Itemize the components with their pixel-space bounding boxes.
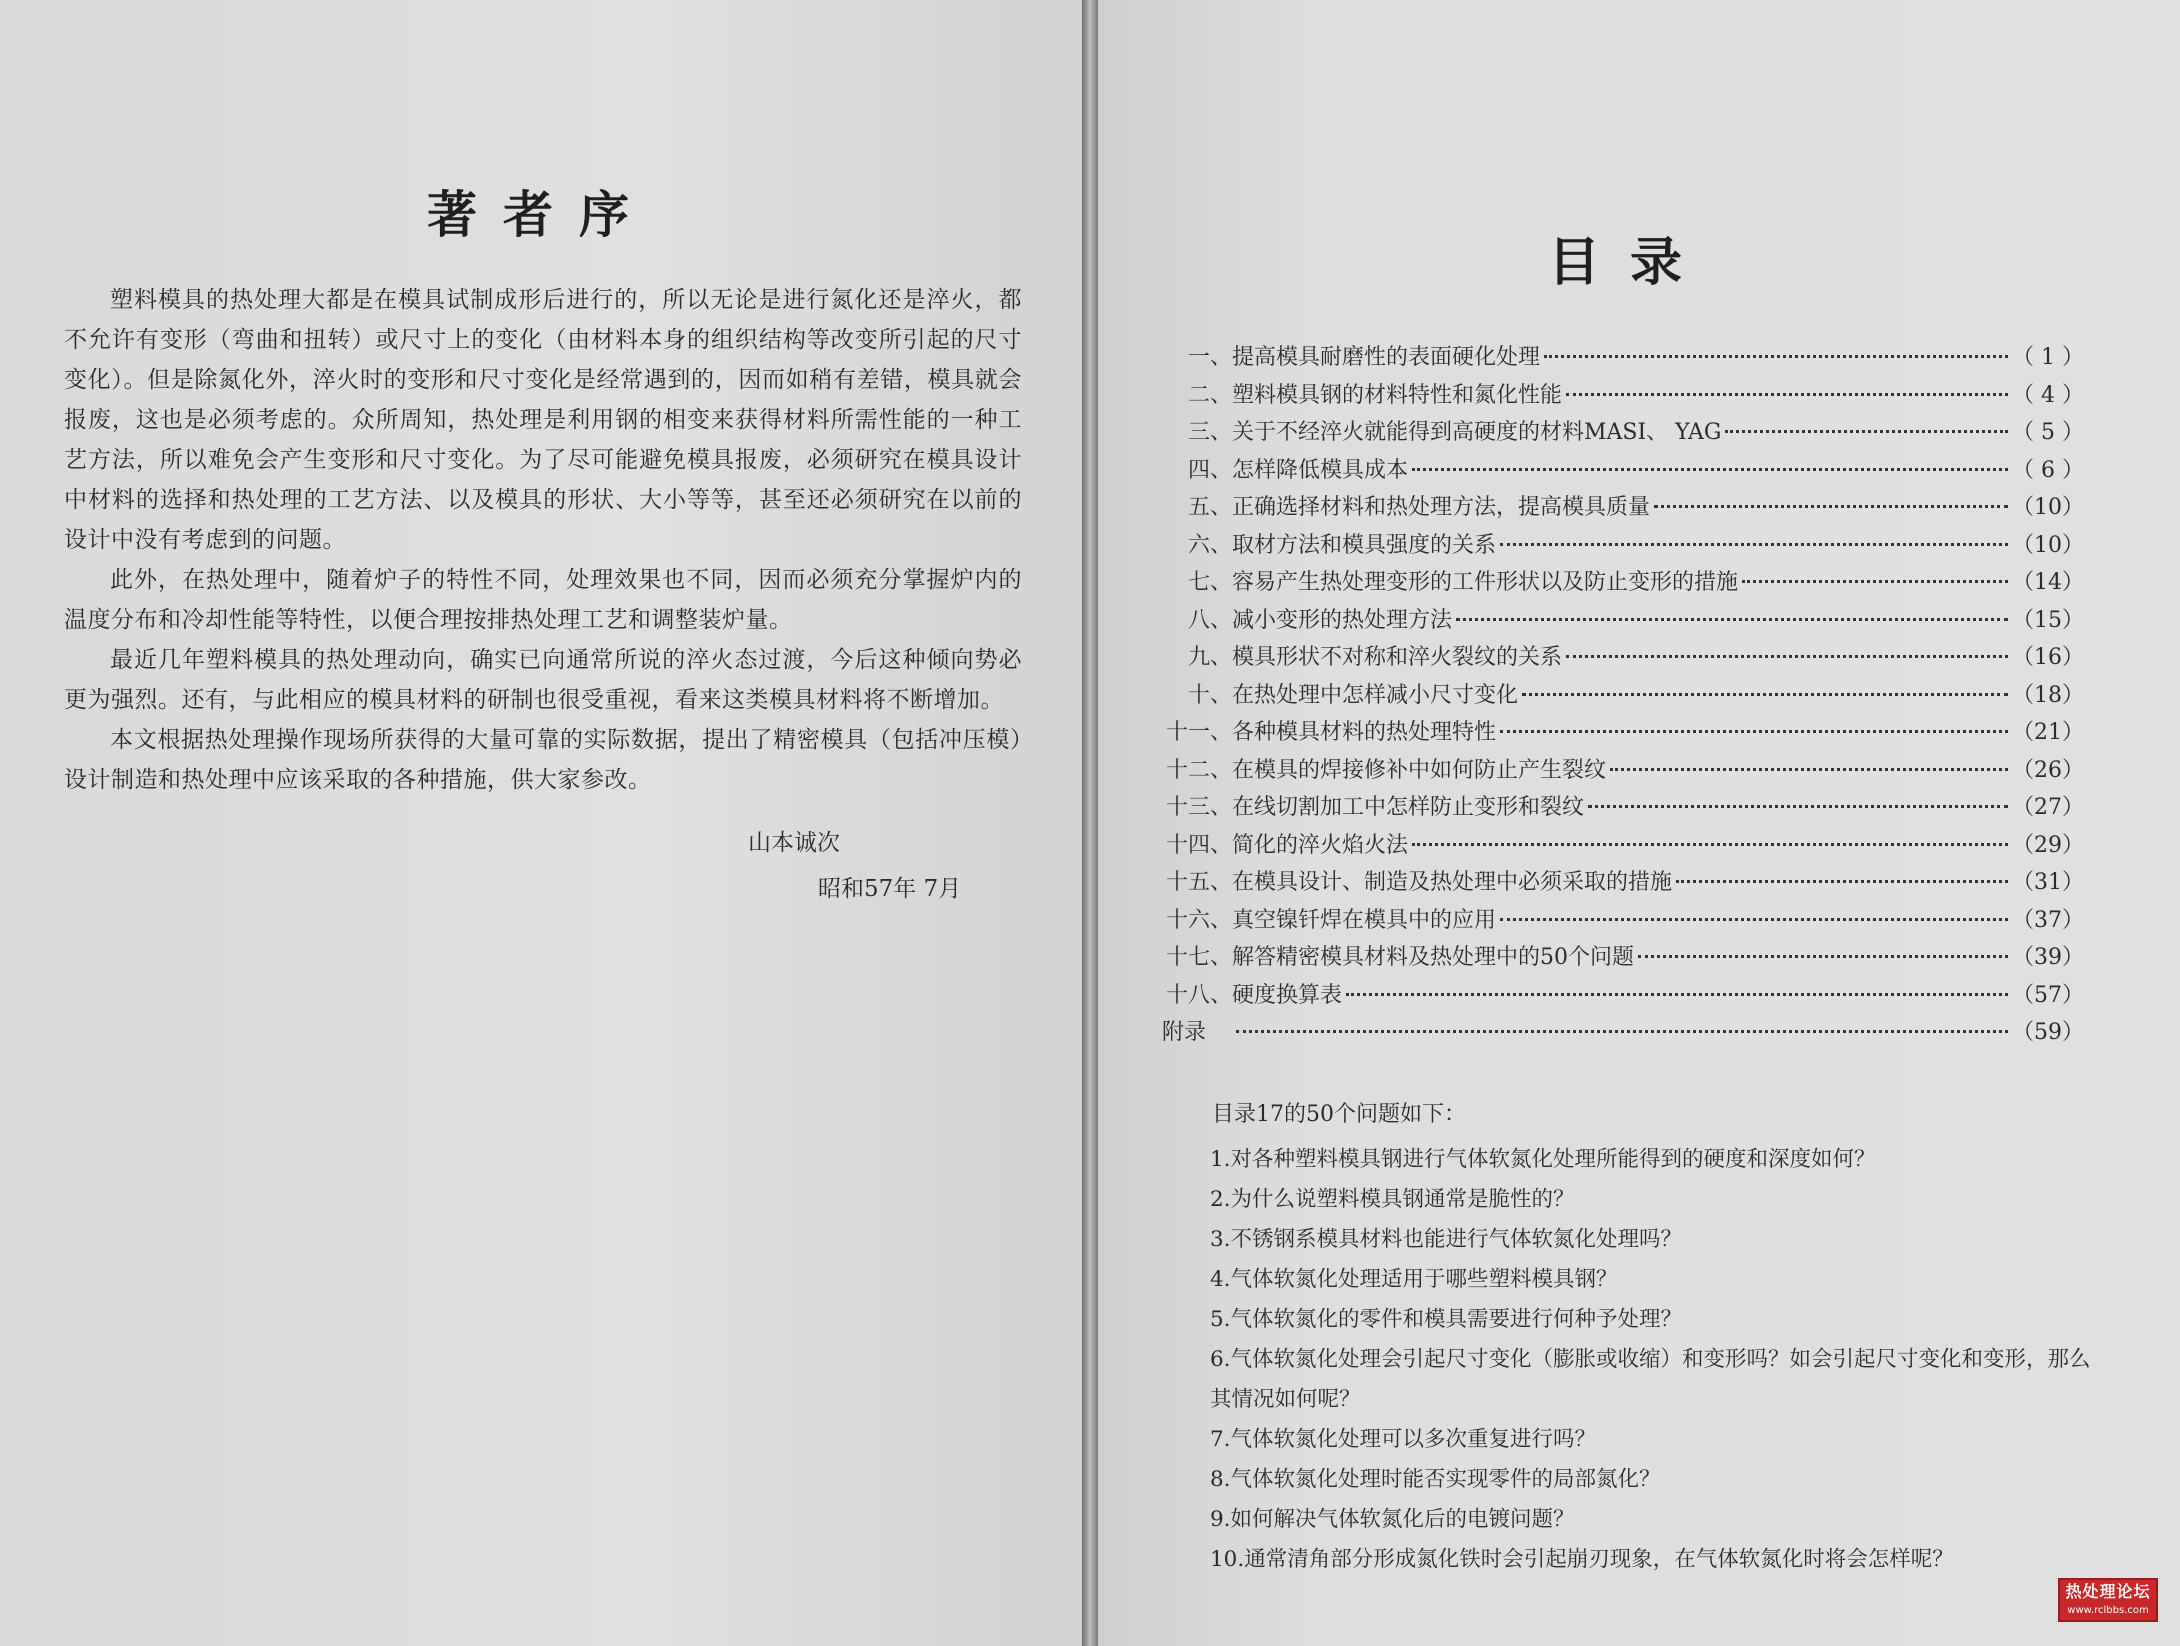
toc-item[interactable]: [1162, 715, 2082, 753]
toc-leader-dots: [1500, 730, 2008, 733]
toc-number: 十一、: [1165, 720, 1232, 745]
questions-list: [1162, 1140, 2112, 1580]
toc-entry-title: 容易产生热处理变形的工件形状以及防止变形的措施: [1232, 570, 1739, 595]
question-item: 5.气体软氮化的零件和模具需要进行何种予处理？: [1210, 1307, 1683, 1332]
toc-page-number: （26）: [2012, 757, 2084, 783]
question-item: 10.通常清角部分形成氮化铁时会引起崩刃现象，在气体软氮化时将会怎样呢？: [1210, 1547, 1954, 1572]
question-item: [1162, 1340, 2112, 1420]
toc-leader-dots: [1236, 1030, 2008, 1033]
toc-leader-dots: [1544, 355, 2008, 358]
preface-paragraph: 塑料模具的热处理大都是在模具试制成形后进行的，所以无论是进行氮化还是淬火，都不允许有变形（弯曲和扭转）或尺寸上的变化（由材料本身的组织结构等改变所引起的尺寸变化）。但是除氮化外，淬火时的变形和尺寸变化是经常遇到的，因而如稍有差错，模具就会报废，这也是必须考虑的。众所周知，热处理是利用钢的相变来获得材料所需性能的一种工艺方法，所以难免会产生变形和尺寸变化。为了尽可能避免模具报废，必须研究在模具设计中材料的选择和热处理的工艺方法、以及模具的形状、大小等等，甚至还必须研究在以前的设计中没有考虑到的问题。: [64, 287, 1022, 553]
toc-entry-title: 各种模具材料的热处理特性: [1232, 720, 1497, 745]
toc-title: 目录: [1548, 232, 1713, 293]
toc-number: 八、: [1187, 607, 1232, 633]
left-page: [0, 0, 1082, 1646]
preface-paragraph: 此外，在热处理中，随着炉子的特性不同，处理效果也不同，因而必须充分掌握炉内的温度分布和冷却性能等特性，以便合理按排热处理工艺和调整装炉量。: [64, 567, 1022, 633]
question-item: 3.不锈钢系模具材料也能进行气体软氮化处理吗？: [1210, 1227, 1683, 1252]
toc-number: 六、: [1187, 532, 1232, 558]
toc-number: 附录: [1162, 1020, 1207, 1045]
question-item: 7.气体软氮化处理可以多次重复进行吗？: [1210, 1427, 1597, 1452]
toc-item[interactable]: [1162, 565, 2082, 603]
question-item: 8.气体软氮化处理时能否实现零件的局部氮化？: [1210, 1467, 1661, 1492]
toc-entry-title: 解答精密模具材料及热处理中的50个问题: [1232, 945, 1634, 970]
toc-leader-dots: [1412, 843, 2008, 846]
toc-entry-title: 怎样降低模具成本: [1232, 457, 1409, 483]
toc-leader-dots: [1638, 955, 2008, 958]
toc-page-number: （27）: [2012, 795, 2084, 820]
toc-leader-dots: [1610, 768, 2008, 771]
toc-item[interactable]: [1162, 940, 2082, 978]
toc-number: 十三、: [1165, 795, 1232, 820]
toc-entry-title: 模具形状不对称和淬火裂纹的关系: [1232, 645, 1563, 670]
toc-leader-dots: [1725, 430, 2008, 433]
question-item: 9.如何解决气体软氮化后的电镀问题？: [1210, 1507, 1575, 1532]
toc-page-number: （10）: [2012, 495, 2084, 520]
toc-leader-dots: [1566, 655, 2008, 658]
toc-page-number: （39）: [2012, 945, 2084, 970]
preface-author: 山本诚次: [748, 830, 840, 856]
toc-leader-dots: [1500, 543, 2008, 546]
toc-leader-dots: [1654, 505, 2008, 508]
questions-heading: 目录17的50个问题如下：: [1212, 1102, 1466, 1127]
toc-item[interactable]: [1162, 453, 2082, 491]
toc-number: 四、: [1187, 457, 1232, 483]
toc-page-number: （57）: [2012, 982, 2084, 1008]
toc-number: 十四、: [1165, 832, 1232, 858]
toc-page-number: （14）: [2012, 570, 2084, 595]
toc-number: 十八、: [1165, 982, 1232, 1008]
toc-number: 七、: [1187, 570, 1232, 595]
question-item: 4.气体软氮化处理适用于哪些塑料模具钢？: [1210, 1267, 1618, 1292]
preface-date: 昭和57年 7月: [818, 876, 962, 902]
toc-entry-title: 在线切割加工中怎样防止变形和裂纹: [1232, 795, 1585, 820]
toc-item[interactable]: [1162, 640, 2082, 678]
toc-item[interactable]: [1162, 340, 2082, 378]
toc-leader-dots: [1500, 918, 2008, 921]
toc-page-number: （37）: [2012, 907, 2084, 933]
toc-number: 十七、: [1165, 945, 1232, 970]
toc-page-number: （18）: [2012, 682, 2084, 708]
toc-page-number: （ 1 ）: [2012, 345, 2084, 370]
toc-number: 九、: [1187, 645, 1232, 670]
preface-paragraph: 最近几年塑料模具的热处理动向，确实已向通常所说的淬火态过渡，今后这种倾向势必更为强烈。还有，与此相应的模具材料的研制也很受重视，看来这类模具材料将不断增加。: [64, 647, 1022, 713]
toc-page-number: （16）: [2012, 645, 2084, 670]
toc-item[interactable]: [1162, 490, 2082, 528]
question-item: 2.为什么说塑料模具钢通常是脆性的？: [1210, 1187, 1575, 1212]
toc-entry-title: 简化的淬火焰火法: [1232, 832, 1409, 858]
preface-body: [64, 280, 1022, 800]
toc-page-number: （59）: [2012, 1020, 2084, 1045]
toc-number: 二、: [1187, 382, 1232, 408]
toc-leader-dots: [1676, 880, 2008, 883]
toc-entry-title: 硬度换算表: [1232, 982, 1343, 1008]
toc-item[interactable]: [1162, 528, 2082, 566]
toc-leader-dots: [1588, 805, 2008, 808]
toc-number: 一、: [1187, 345, 1232, 370]
toc-item[interactable]: [1162, 678, 2082, 716]
toc-item[interactable]: [1162, 903, 2082, 941]
toc-leader-dots: [1522, 693, 2008, 696]
toc-entry-title: 取材方法和模具强度的关系: [1232, 532, 1497, 558]
toc-number: 三、: [1187, 420, 1232, 445]
toc-leader-dots: [1412, 468, 2008, 471]
toc-entry-title: 关于不经淬火就能得到高硬度的材料MASI、 YAG: [1232, 420, 1722, 445]
toc-leader-dots: [1566, 393, 2008, 396]
toc-number: 十六、: [1165, 907, 1232, 933]
toc-entry-title: 正确选择材料和热处理方法，提高模具质量: [1232, 495, 1651, 520]
toc-page-number: （29）: [2012, 832, 2084, 858]
toc-entry-title: 在模具的焊接修补中如何防止产生裂纹: [1232, 757, 1607, 783]
toc-entry-title: 提高模具耐磨性的表面硬化处理: [1232, 345, 1541, 370]
question-text-wrapped: 6.气体软氮化处理会引起尺寸变化（膨胀或收缩）和变形吗？如会引起尺寸变化和变形，那么其情况如何呢？: [1210, 1347, 2091, 1412]
preface-paragraph: 本文根据热处理操作现场所获得的大量可靠的实际数据，提出了精密模具（包括冲压模）设计制造和热处理中应该采取的各种措施，供大家参改。: [64, 727, 1022, 793]
toc-page-number: （31）: [2012, 870, 2084, 895]
toc-number: 十、: [1187, 682, 1232, 708]
toc-entry-title: 塑料模具钢的材料特性和氮化性能: [1232, 382, 1563, 408]
toc-item[interactable]: [1162, 378, 2082, 416]
toc-page-number: （21）: [2012, 720, 2084, 745]
toc-leader-dots: [1456, 618, 2008, 621]
toc-item[interactable]: [1162, 603, 2082, 641]
toc-page-number: （ 6 ）: [2012, 457, 2084, 483]
toc-entry-title: 真空镍钎焊在模具中的应用: [1232, 907, 1497, 933]
toc-page-number: （ 5 ）: [2012, 420, 2084, 445]
toc-entry-title: 在热处理中怎样减小尺寸变化: [1232, 682, 1519, 708]
toc-page-number: （ 4 ）: [2012, 382, 2084, 408]
watermark-url-text: www.rclbbs.com: [2067, 1605, 2149, 1616]
toc-number: 十二、: [1165, 757, 1232, 783]
toc-item-appendix[interactable]: [1162, 1015, 2082, 1053]
toc-item[interactable]: [1162, 978, 2082, 1016]
toc-number: 十五、: [1165, 870, 1232, 895]
toc-entry-title: 减小变形的热处理方法: [1232, 607, 1453, 633]
toc-page-number: （15）: [2012, 607, 2084, 633]
toc-item[interactable]: [1162, 790, 2082, 828]
book-gutter: [1082, 0, 1098, 1646]
toc-list: [1162, 340, 2082, 1053]
toc-item[interactable]: [1162, 415, 2082, 453]
toc-entry-title: 在模具设计、制造及热处理中必须采取的措施: [1232, 870, 1673, 895]
forum-watermark-logo: [2058, 1578, 2158, 1622]
toc-number: 五、: [1187, 495, 1232, 520]
watermark-main-text: 热处理论坛: [2065, 1582, 2151, 1601]
toc-item[interactable]: [1162, 753, 2082, 791]
toc-item[interactable]: [1162, 865, 2082, 903]
toc-leader-dots: [1742, 580, 2008, 583]
toc-item[interactable]: [1162, 828, 2082, 866]
toc-page-number: （10）: [2012, 532, 2084, 558]
preface-title: 著者序: [427, 185, 655, 244]
question-item: 1.对各种塑料模具钢进行气体软氮化处理所能得到的硬度和深度如何？: [1210, 1147, 1876, 1172]
toc-leader-dots: [1346, 993, 2008, 996]
